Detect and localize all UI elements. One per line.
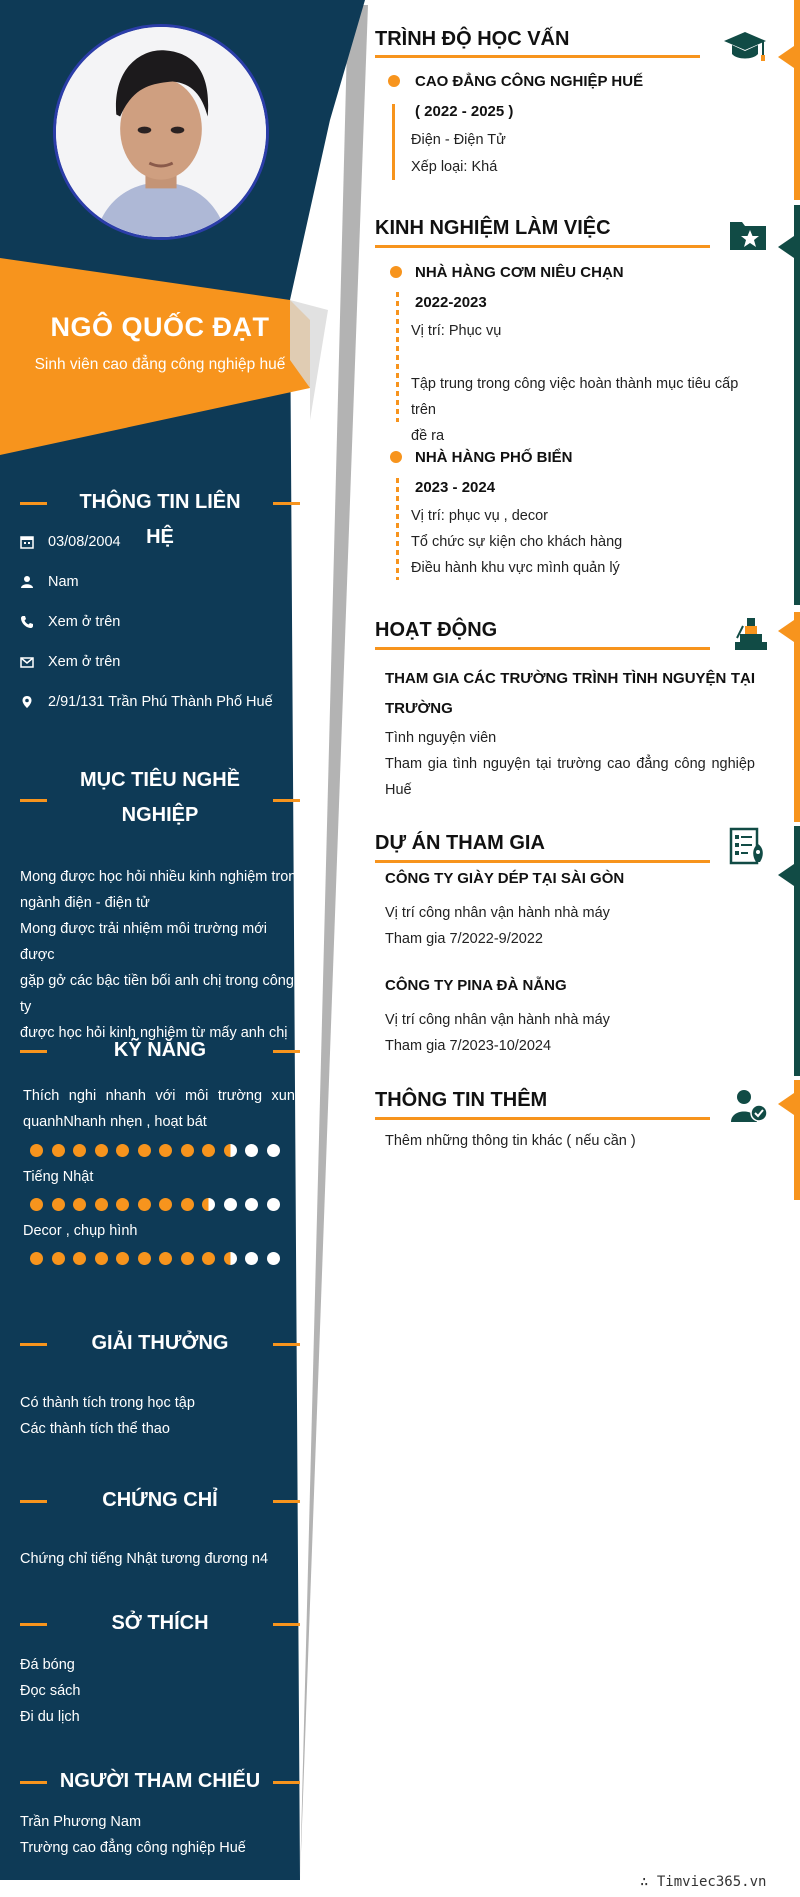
job-company: NHÀ HÀNG CƠM NIÊU CHẠN <box>415 264 624 281</box>
contact-gender: Nam <box>20 572 310 594</box>
skill-dot <box>224 1144 237 1157</box>
skill-dot <box>267 1144 280 1157</box>
skill-dot <box>159 1144 172 1157</box>
skill-dot <box>30 1198 43 1211</box>
job-detail: Vị trí: phục vụ , decor Tổ chức sự kiện cho khách hàng Điều hành khu vực mình quản lý <box>411 508 623 576</box>
skill-dot <box>116 1252 129 1265</box>
education-heading: TRÌNH ĐỘ HỌC VẤN <box>375 28 570 50</box>
project-company: CÔNG TY PINA ĐÀ NẴNG <box>385 977 567 994</box>
education-major: Điện - Điện Tử <box>411 132 506 148</box>
skill-dot <box>95 1144 108 1157</box>
skill-dot <box>181 1252 194 1265</box>
timeline-bullet <box>390 266 402 278</box>
section-rule <box>375 1117 710 1120</box>
skill-dot <box>138 1144 151 1157</box>
skill-dot <box>245 1198 258 1211</box>
timeline-line <box>392 104 395 180</box>
certificates-text: Chứng chỉ tiếng Nhật tương đương n4 <box>20 1551 269 1567</box>
folder-star-icon <box>728 218 768 252</box>
project-company: CÔNG TY GIÀY DÉP TẠI SÀI GÒN <box>385 870 625 887</box>
references-heading: NGƯỜI THAM CHIẾU <box>20 1764 300 1799</box>
calendar-icon <box>20 535 34 549</box>
user-check-icon <box>730 1088 768 1124</box>
skill-dot <box>202 1198 215 1211</box>
section-rule <box>375 647 710 650</box>
skill-dot <box>52 1144 65 1157</box>
hobbies-heading: SỞ THÍCH <box>20 1606 300 1641</box>
activity-description: Tham gia tình nguyện tại trường cao đẳng công nghiệp Huế <box>385 756 755 798</box>
section-arrow <box>778 620 794 642</box>
skills-heading: KỸ NĂNG <box>20 1033 300 1068</box>
skill-dot <box>138 1252 151 1265</box>
awards-text: Có thành tích trong học tập Các thành tích thể thao <box>20 1395 195 1437</box>
projects-heading: DỰ ÁN THAM GIA <box>375 832 545 854</box>
timeline-bullet <box>390 451 402 463</box>
activity-role: Tình nguyện viên <box>385 730 497 746</box>
watermark: ∴ Timviec365.vn <box>640 1874 767 1890</box>
skill-dot <box>267 1198 280 1211</box>
accent-bar <box>794 1080 800 1200</box>
activity-title: THAM GIA CÁC TRƯỜNG TRÌNH TÌNH NGUYỆN TẠI TRƯỜNG <box>385 670 755 717</box>
timeline-line <box>396 292 399 422</box>
section-rule <box>375 55 700 58</box>
contact-birthdate: 03/08/2004 <box>20 532 310 554</box>
extra-text: Thêm những thông tin khác ( nếu cần ) <box>385 1133 636 1149</box>
extra-heading: THÔNG TIN THÊM <box>375 1089 548 1111</box>
person-icon <box>20 575 34 589</box>
section-arrow <box>778 1093 794 1115</box>
skill-dot <box>116 1198 129 1211</box>
skill-dot <box>245 1252 258 1265</box>
hobbies-text: Đá bóng Đọc sách Đi du lịch <box>20 1657 81 1725</box>
email-icon <box>20 655 34 669</box>
activities-heading: HOẠT ĐỘNG <box>375 619 498 641</box>
project-checklist-icon <box>728 826 768 866</box>
skill-dot <box>52 1252 65 1265</box>
section-arrow <box>778 46 794 68</box>
contact-address: 2/91/131 Trần Phú Thành Phố Huế <box>20 692 310 714</box>
skill-dot <box>202 1252 215 1265</box>
accent-bar <box>794 205 800 605</box>
profile-photo <box>53 24 269 240</box>
skill-dot <box>159 1252 172 1265</box>
references-text: Trần Phương Nam Trường cao đẳng công nghiệp Huế <box>20 1814 246 1856</box>
skill-label: Thích nghi nhanh với môi trường xung quanhNhanh nhẹn , hoạt bát <box>23 1088 303 1130</box>
skill-dot <box>73 1252 86 1265</box>
objective-text: Mong được học hỏi nhiều kinh nghiệm trong ngành điện - điện tử Mong được trải nhiệm môi trường mới được gặp gở các bậc tiền bối anh chị trong công ty được học hỏi kinh nghiệm từ mấy anh chị <box>20 869 305 1041</box>
location-icon <box>20 695 34 709</box>
job-detail: Vị trí: Phục vụ <box>411 323 502 339</box>
job-years: 2023 - 2024 <box>415 479 496 496</box>
skill-dot <box>245 1144 258 1157</box>
accent-bar <box>794 826 800 1076</box>
awards-heading: GIẢI THƯỞNG <box>20 1326 300 1361</box>
section-rule <box>375 860 710 863</box>
experience-heading: KINH NGHIỆM LÀM VIỆC <box>375 217 611 239</box>
skill-dot <box>73 1144 86 1157</box>
accent-bar <box>794 0 800 200</box>
award-podium-icon <box>733 616 769 652</box>
contact-email: Xem ở trên <box>20 652 310 674</box>
candidate-subtitle: Sinh viên cao đẳng công nghiệp huế <box>34 356 286 373</box>
project-detail: Vị trí công nhân vận hành nhà máy Tham gia 7/2023-10/2024 <box>385 1012 610 1054</box>
objective-heading: MỤC TIÊU NGHỀ NGHIỆP <box>20 763 300 833</box>
timeline-bullet <box>388 75 400 87</box>
accent-bar <box>794 612 800 822</box>
skill-dot <box>181 1198 194 1211</box>
section-arrow <box>778 236 794 258</box>
section-rule <box>375 245 710 248</box>
job-company: NHÀ HÀNG PHỐ BIỂN <box>415 449 573 466</box>
skill-dot <box>30 1252 43 1265</box>
job-detail: Tập trung trong công việc hoàn thành mục tiêu cấp trên đề ra <box>411 376 739 444</box>
candidate-name: NGÔ QUỐC ĐẠT <box>50 312 270 342</box>
timeline-line <box>396 478 399 580</box>
phone-icon <box>20 615 34 629</box>
skill-dot <box>95 1252 108 1265</box>
contact-phone: Xem ở trên <box>20 612 310 634</box>
contact-heading: THÔNG TIN LIÊN HỆ <box>20 485 300 555</box>
skill-label: Decor , chụp hình <box>23 1223 138 1239</box>
skill-dot <box>159 1198 172 1211</box>
section-arrow <box>778 864 794 886</box>
skill-dot <box>224 1252 237 1265</box>
skill-dot <box>116 1144 129 1157</box>
skill-dot <box>52 1198 65 1211</box>
education-years: ( 2022 - 2025 ) <box>415 103 514 120</box>
skill-dot <box>95 1198 108 1211</box>
skill-dot <box>181 1144 194 1157</box>
education-school: CAO ĐẲNG CÔNG NGHIỆP HUẾ <box>415 73 644 90</box>
certificates-heading: CHỨNG CHỈ <box>20 1483 300 1518</box>
skill-dot <box>138 1198 151 1211</box>
skill-dot <box>30 1144 43 1157</box>
project-detail: Vị trí công nhân vận hành nhà máy Tham gia 7/2022-9/2022 <box>385 905 610 947</box>
job-years: 2022-2023 <box>415 294 487 311</box>
skill-dot <box>73 1198 86 1211</box>
skill-label: Tiếng Nhật <box>23 1169 94 1185</box>
skill-dot <box>202 1144 215 1157</box>
person-photo-icon <box>56 27 266 237</box>
skill-dot <box>224 1198 237 1211</box>
skill-dot <box>267 1252 280 1265</box>
graduation-cap-icon <box>723 30 767 64</box>
education-grade: Xếp loại: Khá <box>411 159 498 175</box>
